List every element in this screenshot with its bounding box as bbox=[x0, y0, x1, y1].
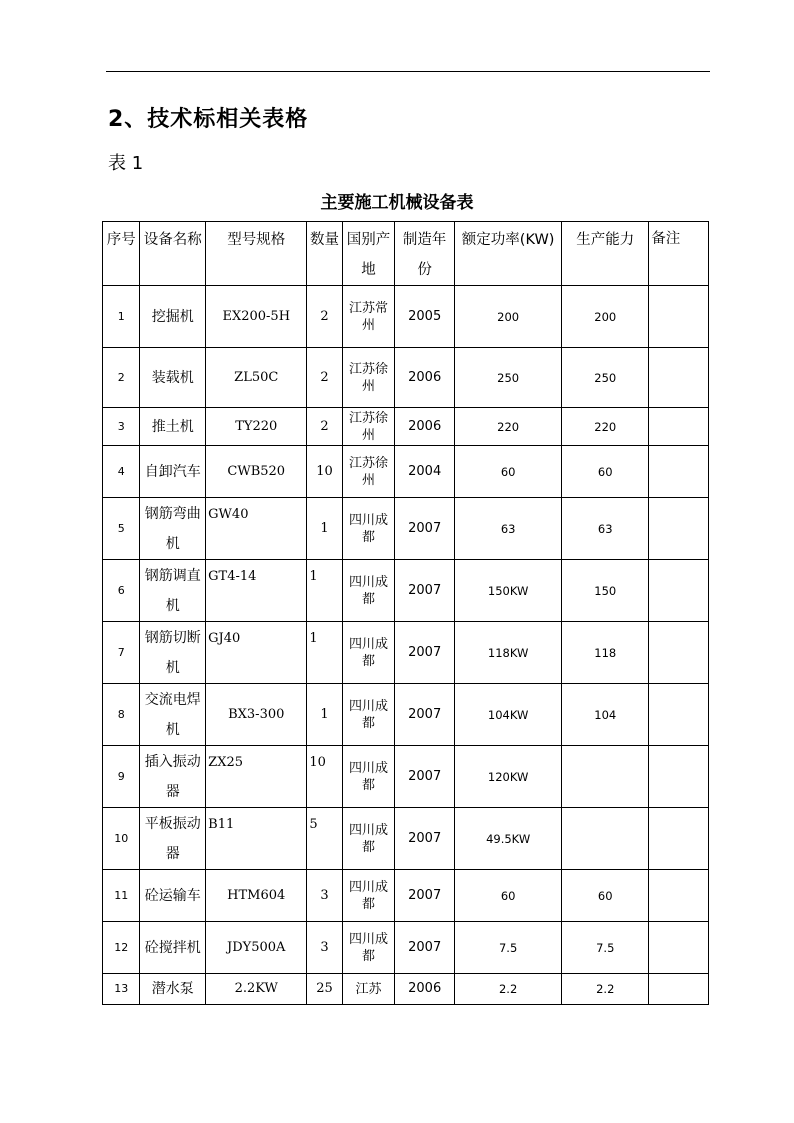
cell-power: 2.2 bbox=[455, 974, 562, 1005]
cell-name: 挖掘机 bbox=[140, 286, 206, 348]
table-row bbox=[103, 746, 709, 808]
cell-capacity: 150 bbox=[562, 560, 649, 622]
cell-year: 2007 bbox=[395, 746, 455, 808]
cell-qty: 5 bbox=[307, 808, 342, 870]
table-row bbox=[103, 498, 709, 560]
header-spec: 型号规格 bbox=[206, 222, 307, 286]
cell-remark bbox=[649, 870, 709, 922]
cell-year: 2006 bbox=[395, 974, 455, 1005]
table-row bbox=[103, 446, 709, 498]
cell-origin: 四川成都 bbox=[342, 684, 395, 746]
cell-no: 9 bbox=[103, 746, 140, 808]
cell-power: 60 bbox=[455, 870, 562, 922]
cell-origin: 江苏徐州 bbox=[342, 408, 395, 446]
cell-remark bbox=[649, 622, 709, 684]
cell-no: 2 bbox=[103, 348, 140, 408]
cell-remark bbox=[649, 974, 709, 1005]
cell-name: 钢筋切断机 bbox=[140, 622, 206, 684]
cell-name: 钢筋调直机 bbox=[140, 560, 206, 622]
table-header-row bbox=[103, 222, 709, 286]
header-origin: 国别产地 bbox=[342, 222, 395, 286]
cell-power: 118KW bbox=[455, 622, 562, 684]
table-row bbox=[103, 622, 709, 684]
table-label: 表 1 bbox=[108, 153, 144, 174]
table-row bbox=[103, 684, 709, 746]
cell-power: 7.5 bbox=[455, 922, 562, 974]
cell-capacity: 104 bbox=[562, 684, 649, 746]
cell-power: 220 bbox=[455, 408, 562, 446]
cell-remark bbox=[649, 408, 709, 446]
cell-name: 砼搅拌机 bbox=[140, 922, 206, 974]
table-row bbox=[103, 408, 709, 446]
cell-origin: 四川成都 bbox=[342, 808, 395, 870]
cell-spec: BX3-300 bbox=[206, 684, 307, 746]
cell-qty: 2 bbox=[307, 408, 342, 446]
cell-name: 插入振动器 bbox=[140, 746, 206, 808]
cell-origin: 四川成都 bbox=[342, 746, 395, 808]
section-title: 2、技术标相关表格 bbox=[108, 107, 309, 132]
cell-origin: 江苏徐州 bbox=[342, 446, 395, 498]
header-no: 序号 bbox=[103, 222, 140, 286]
table-caption: 主要施工机械设备表 bbox=[320, 193, 474, 213]
header-capacity: 生产能力 bbox=[562, 222, 649, 286]
cell-year: 2007 bbox=[395, 808, 455, 870]
cell-qty: 1 bbox=[307, 498, 342, 560]
cell-power: 250 bbox=[455, 348, 562, 408]
cell-origin: 四川成都 bbox=[342, 922, 395, 974]
cell-remark bbox=[649, 286, 709, 348]
cell-no: 13 bbox=[103, 974, 140, 1005]
cell-year: 2007 bbox=[395, 870, 455, 922]
cell-capacity: 63 bbox=[562, 498, 649, 560]
cell-capacity bbox=[562, 746, 649, 808]
cell-capacity: 220 bbox=[562, 408, 649, 446]
cell-power: 120KW bbox=[455, 746, 562, 808]
header-power: 额定功率(KW) bbox=[455, 222, 562, 286]
cell-no: 8 bbox=[103, 684, 140, 746]
cell-spec: EX200-5H bbox=[206, 286, 307, 348]
header-remark: 备注 bbox=[649, 222, 709, 286]
header-year: 制造年份 bbox=[395, 222, 455, 286]
cell-qty: 10 bbox=[307, 746, 342, 808]
cell-year: 2007 bbox=[395, 498, 455, 560]
cell-name: 潜水泵 bbox=[140, 974, 206, 1005]
cell-spec: GJ40 bbox=[206, 622, 307, 684]
cell-name: 平板振动器 bbox=[140, 808, 206, 870]
cell-qty: 2 bbox=[307, 348, 342, 408]
cell-qty: 3 bbox=[307, 922, 342, 974]
cell-qty: 25 bbox=[307, 974, 342, 1005]
cell-qty: 3 bbox=[307, 870, 342, 922]
cell-name: 交流电焊机 bbox=[140, 684, 206, 746]
cell-power: 49.5KW bbox=[455, 808, 562, 870]
cell-spec: HTM604 bbox=[206, 870, 307, 922]
table-row bbox=[103, 286, 709, 348]
cell-remark bbox=[649, 560, 709, 622]
cell-year: 2007 bbox=[395, 622, 455, 684]
cell-remark bbox=[649, 684, 709, 746]
cell-no: 12 bbox=[103, 922, 140, 974]
cell-no: 11 bbox=[103, 870, 140, 922]
header-rule bbox=[106, 71, 710, 72]
cell-capacity: 2.2 bbox=[562, 974, 649, 1005]
cell-origin: 四川成都 bbox=[342, 622, 395, 684]
cell-remark bbox=[649, 808, 709, 870]
table-row bbox=[103, 922, 709, 974]
cell-remark bbox=[649, 498, 709, 560]
cell-year: 2007 bbox=[395, 560, 455, 622]
cell-capacity: 60 bbox=[562, 870, 649, 922]
cell-spec: GW40 bbox=[206, 498, 307, 560]
cell-remark bbox=[649, 746, 709, 808]
cell-spec: CWB520 bbox=[206, 446, 307, 498]
cell-power: 200 bbox=[455, 286, 562, 348]
table-row bbox=[103, 974, 709, 1005]
header-qty: 数量 bbox=[307, 222, 342, 286]
cell-name: 装载机 bbox=[140, 348, 206, 408]
cell-spec: TY220 bbox=[206, 408, 307, 446]
cell-capacity: 60 bbox=[562, 446, 649, 498]
cell-spec: ZL50C bbox=[206, 348, 307, 408]
cell-no: 10 bbox=[103, 808, 140, 870]
cell-qty: 1 bbox=[307, 684, 342, 746]
table-row bbox=[103, 808, 709, 870]
cell-capacity: 7.5 bbox=[562, 922, 649, 974]
cell-spec: 2.2KW bbox=[206, 974, 307, 1005]
cell-year: 2004 bbox=[395, 446, 455, 498]
cell-power: 63 bbox=[455, 498, 562, 560]
cell-no: 7 bbox=[103, 622, 140, 684]
cell-year: 2007 bbox=[395, 684, 455, 746]
cell-name: 推土机 bbox=[140, 408, 206, 446]
cell-origin: 四川成都 bbox=[342, 870, 395, 922]
cell-year: 2007 bbox=[395, 922, 455, 974]
equipment-table bbox=[102, 221, 709, 1005]
cell-power: 60 bbox=[455, 446, 562, 498]
cell-qty: 10 bbox=[307, 446, 342, 498]
cell-spec: ZX25 bbox=[206, 746, 307, 808]
cell-capacity bbox=[562, 808, 649, 870]
cell-no: 4 bbox=[103, 446, 140, 498]
cell-name: 砼运输车 bbox=[140, 870, 206, 922]
cell-no: 1 bbox=[103, 286, 140, 348]
cell-origin: 四川成都 bbox=[342, 560, 395, 622]
cell-origin: 四川成都 bbox=[342, 498, 395, 560]
table-row bbox=[103, 560, 709, 622]
cell-year: 2006 bbox=[395, 408, 455, 446]
cell-year: 2006 bbox=[395, 348, 455, 408]
cell-no: 3 bbox=[103, 408, 140, 446]
cell-capacity: 200 bbox=[562, 286, 649, 348]
cell-qty: 1 bbox=[307, 560, 342, 622]
table-row bbox=[103, 870, 709, 922]
cell-no: 5 bbox=[103, 498, 140, 560]
cell-name: 自卸汽车 bbox=[140, 446, 206, 498]
cell-origin: 江苏常州 bbox=[342, 286, 395, 348]
cell-origin: 江苏徐州 bbox=[342, 348, 395, 408]
cell-qty: 1 bbox=[307, 622, 342, 684]
cell-power: 150KW bbox=[455, 560, 562, 622]
cell-origin: 江苏 bbox=[342, 974, 395, 1005]
cell-spec: B11 bbox=[206, 808, 307, 870]
cell-year: 2005 bbox=[395, 286, 455, 348]
cell-spec: GT4-14 bbox=[206, 560, 307, 622]
cell-no: 6 bbox=[103, 560, 140, 622]
cell-name: 钢筋弯曲机 bbox=[140, 498, 206, 560]
header-name: 设备名称 bbox=[140, 222, 206, 286]
cell-capacity: 118 bbox=[562, 622, 649, 684]
cell-spec: JDY500A bbox=[206, 922, 307, 974]
table-row bbox=[103, 348, 709, 408]
cell-power: 104KW bbox=[455, 684, 562, 746]
cell-remark bbox=[649, 922, 709, 974]
cell-remark bbox=[649, 446, 709, 498]
cell-remark bbox=[649, 348, 709, 408]
cell-qty: 2 bbox=[307, 286, 342, 348]
cell-capacity: 250 bbox=[562, 348, 649, 408]
